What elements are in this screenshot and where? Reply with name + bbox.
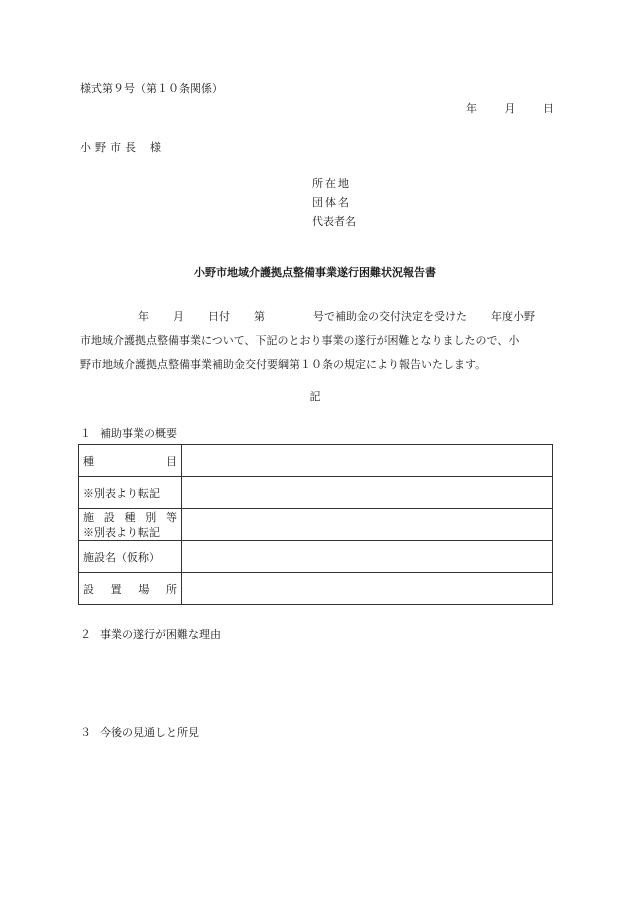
table-value-facility-name[interactable] — [182, 541, 553, 573]
addressee-honorific: 様 — [150, 141, 165, 154]
table-label-category-note: ※別表より転記 — [79, 477, 182, 509]
table-label-facility-name: 施設名（仮称） — [79, 541, 182, 573]
body-line-1: 年 月 日付 第 号で補助金の交付決定を受けた 年度小野 — [138, 310, 535, 323]
table-value-facility-type[interactable] — [182, 509, 553, 541]
date-year-label: 年 — [466, 102, 477, 115]
addressee-name: 小野市長 — [80, 141, 140, 154]
sender-representative-label: 代表者名 — [312, 215, 356, 228]
body-line-3: 野市地域介護拠点整備事業補助金交付要綱第１０条の規定により報告いたします。 — [80, 358, 487, 371]
document-title: 小野市地域介護拠点整備事業遂行困難状況報告書 — [194, 266, 436, 279]
section-1-heading: １ 補助事業の概要 — [80, 427, 177, 440]
body-line-2: 市地域介護拠点整備事業について、下記のとおり事業の遂行が困難となりましたので、小 — [80, 334, 520, 347]
form-number: 様式第９号（第１０条関係） — [80, 82, 223, 95]
table-row — [79, 477, 553, 509]
report-date — [466, 100, 554, 116]
sender-location-label: 所在地 — [312, 177, 351, 190]
project-outline-table — [78, 444, 553, 605]
sender-block — [312, 174, 356, 231]
table-row — [79, 573, 553, 605]
date-day-label: 日 — [543, 102, 554, 115]
date-month-label: 月 — [504, 102, 516, 115]
sender-organization-label: 団体名 — [312, 196, 351, 209]
table-value-category-note[interactable] — [182, 477, 553, 509]
table-label-category: 種 目 — [79, 445, 182, 477]
addressee — [80, 139, 165, 155]
table-row — [79, 509, 553, 541]
section-2-heading: ２ 事業の遂行が困難な理由 — [80, 628, 221, 641]
table-value-category[interactable] — [182, 445, 553, 477]
table-label-facility-type: 施 設 種 別 等 ※別表より転記 — [79, 509, 182, 541]
section-3-heading: ３ 今後の見通しと所見 — [80, 726, 199, 739]
body-paragraph — [80, 305, 555, 377]
table-label-location: 設 置 場 所 — [79, 573, 182, 605]
table-row — [79, 541, 553, 573]
table-value-location[interactable] — [182, 573, 553, 605]
ki-heading: 記 — [309, 390, 321, 403]
table-row — [79, 445, 553, 477]
